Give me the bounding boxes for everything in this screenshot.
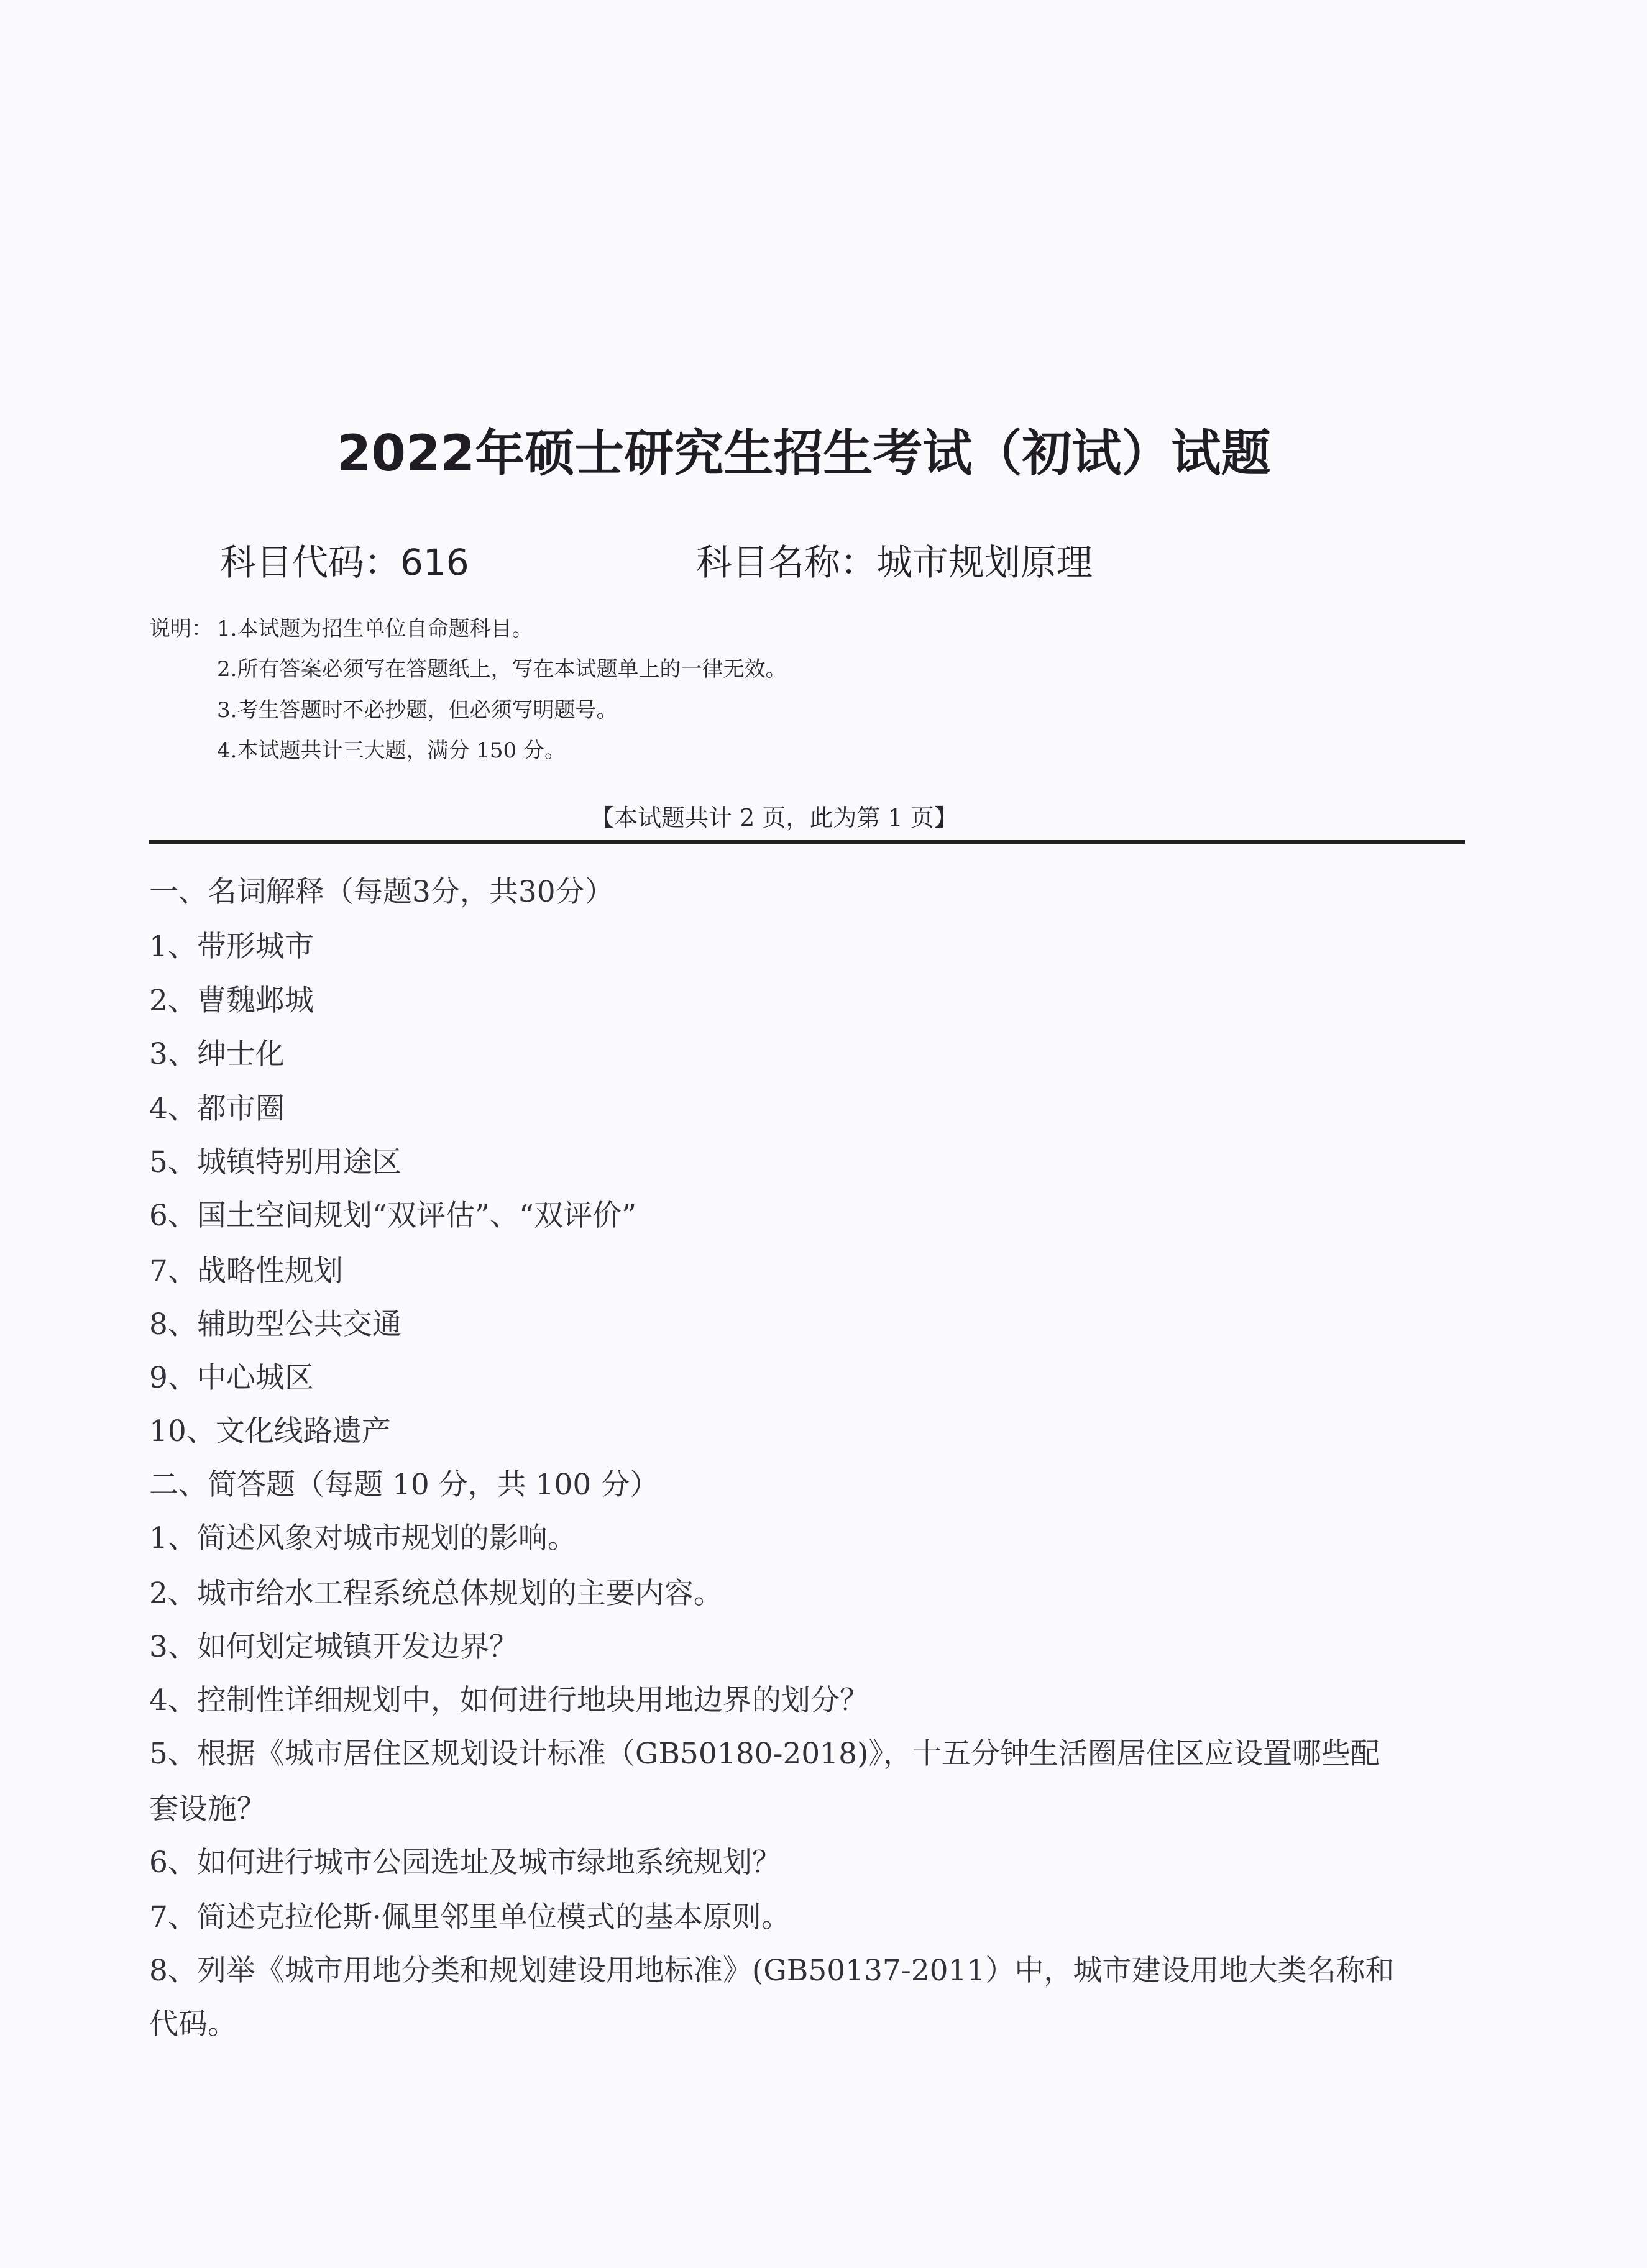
section-heading: 二、简答题（每题 10 分，共 100 分） [149, 1468, 659, 1502]
term-item: 4、都市圈 [149, 1092, 285, 1126]
question-item: 2、城市给水工程系统总体规划的主要内容。 [149, 1576, 723, 1611]
question-continuation: 代码。 [149, 2007, 237, 2041]
question-item: 3、如何划定城镇开发边界？ [149, 1630, 518, 1664]
term-item: 5、城镇特别用途区 [149, 1145, 401, 1179]
question-item: 5、根据《城市居住区规划设计标准（GB50180-2018)》，十五分钟生活圈居住区应设置哪些配 [149, 1737, 1380, 1771]
term-item: 9、中心城区 [149, 1361, 314, 1395]
term-item: 2、曹魏邺城 [149, 984, 314, 1018]
instruction-item: 3.考生答题时不必抄题，但必须写明题号。 [217, 698, 618, 723]
term-item: 10、文化线路遗产 [149, 1414, 391, 1448]
page-note: 【本试题共计 2 页，此为第 1 页】 [590, 804, 958, 831]
section-heading: 一、名词解释（每题3分，共30分） [149, 875, 614, 909]
term-item: 3、绅士化 [149, 1037, 285, 1071]
divider-rule [149, 840, 1465, 844]
instruction-item: 2.所有答案必须写在答题纸上，写在本试题单上的一律无效。 [217, 657, 787, 682]
term-item: 1、带形城市 [149, 930, 314, 964]
subject-name: 科目名称：城市规划原理 [696, 541, 1093, 583]
question-continuation: 套设施？ [149, 1792, 266, 1826]
question-item: 7、简述克拉伦斯·佩里邻里单位模式的基本原则。 [149, 1900, 791, 1934]
exam-title: 2022年硕士研究生招生考试（初试）试题 [336, 424, 1271, 482]
instruction-item: 4.本试题共计三大题，满分 150 分。 [217, 738, 566, 763]
question-item: 8、列举《城市用地分类和规划建设用地标准》(GB50137-2011）中，城市建设用地大类名称和 [149, 1954, 1395, 1988]
subject-code: 科目代码：616 [220, 541, 469, 583]
term-item: 8、辅助型公共交通 [149, 1307, 401, 1342]
question-item: 1、简述风象对城市规划的影响。 [149, 1521, 577, 1555]
term-item: 7、战略性规划 [149, 1254, 343, 1288]
instruction-item: 1.本试题为招生单位自命题科目。 [217, 616, 533, 641]
question-item: 4、控制性详细规划中，如何进行地块用地边界的划分？ [149, 1683, 869, 1717]
instructions-label: 说明： [149, 616, 213, 641]
term-item: 6、国土空间规划“双评估”、“双评价” [149, 1199, 637, 1233]
question-item: 6、如何进行城市公园选址及城市绿地系统规划？ [149, 1845, 781, 1880]
